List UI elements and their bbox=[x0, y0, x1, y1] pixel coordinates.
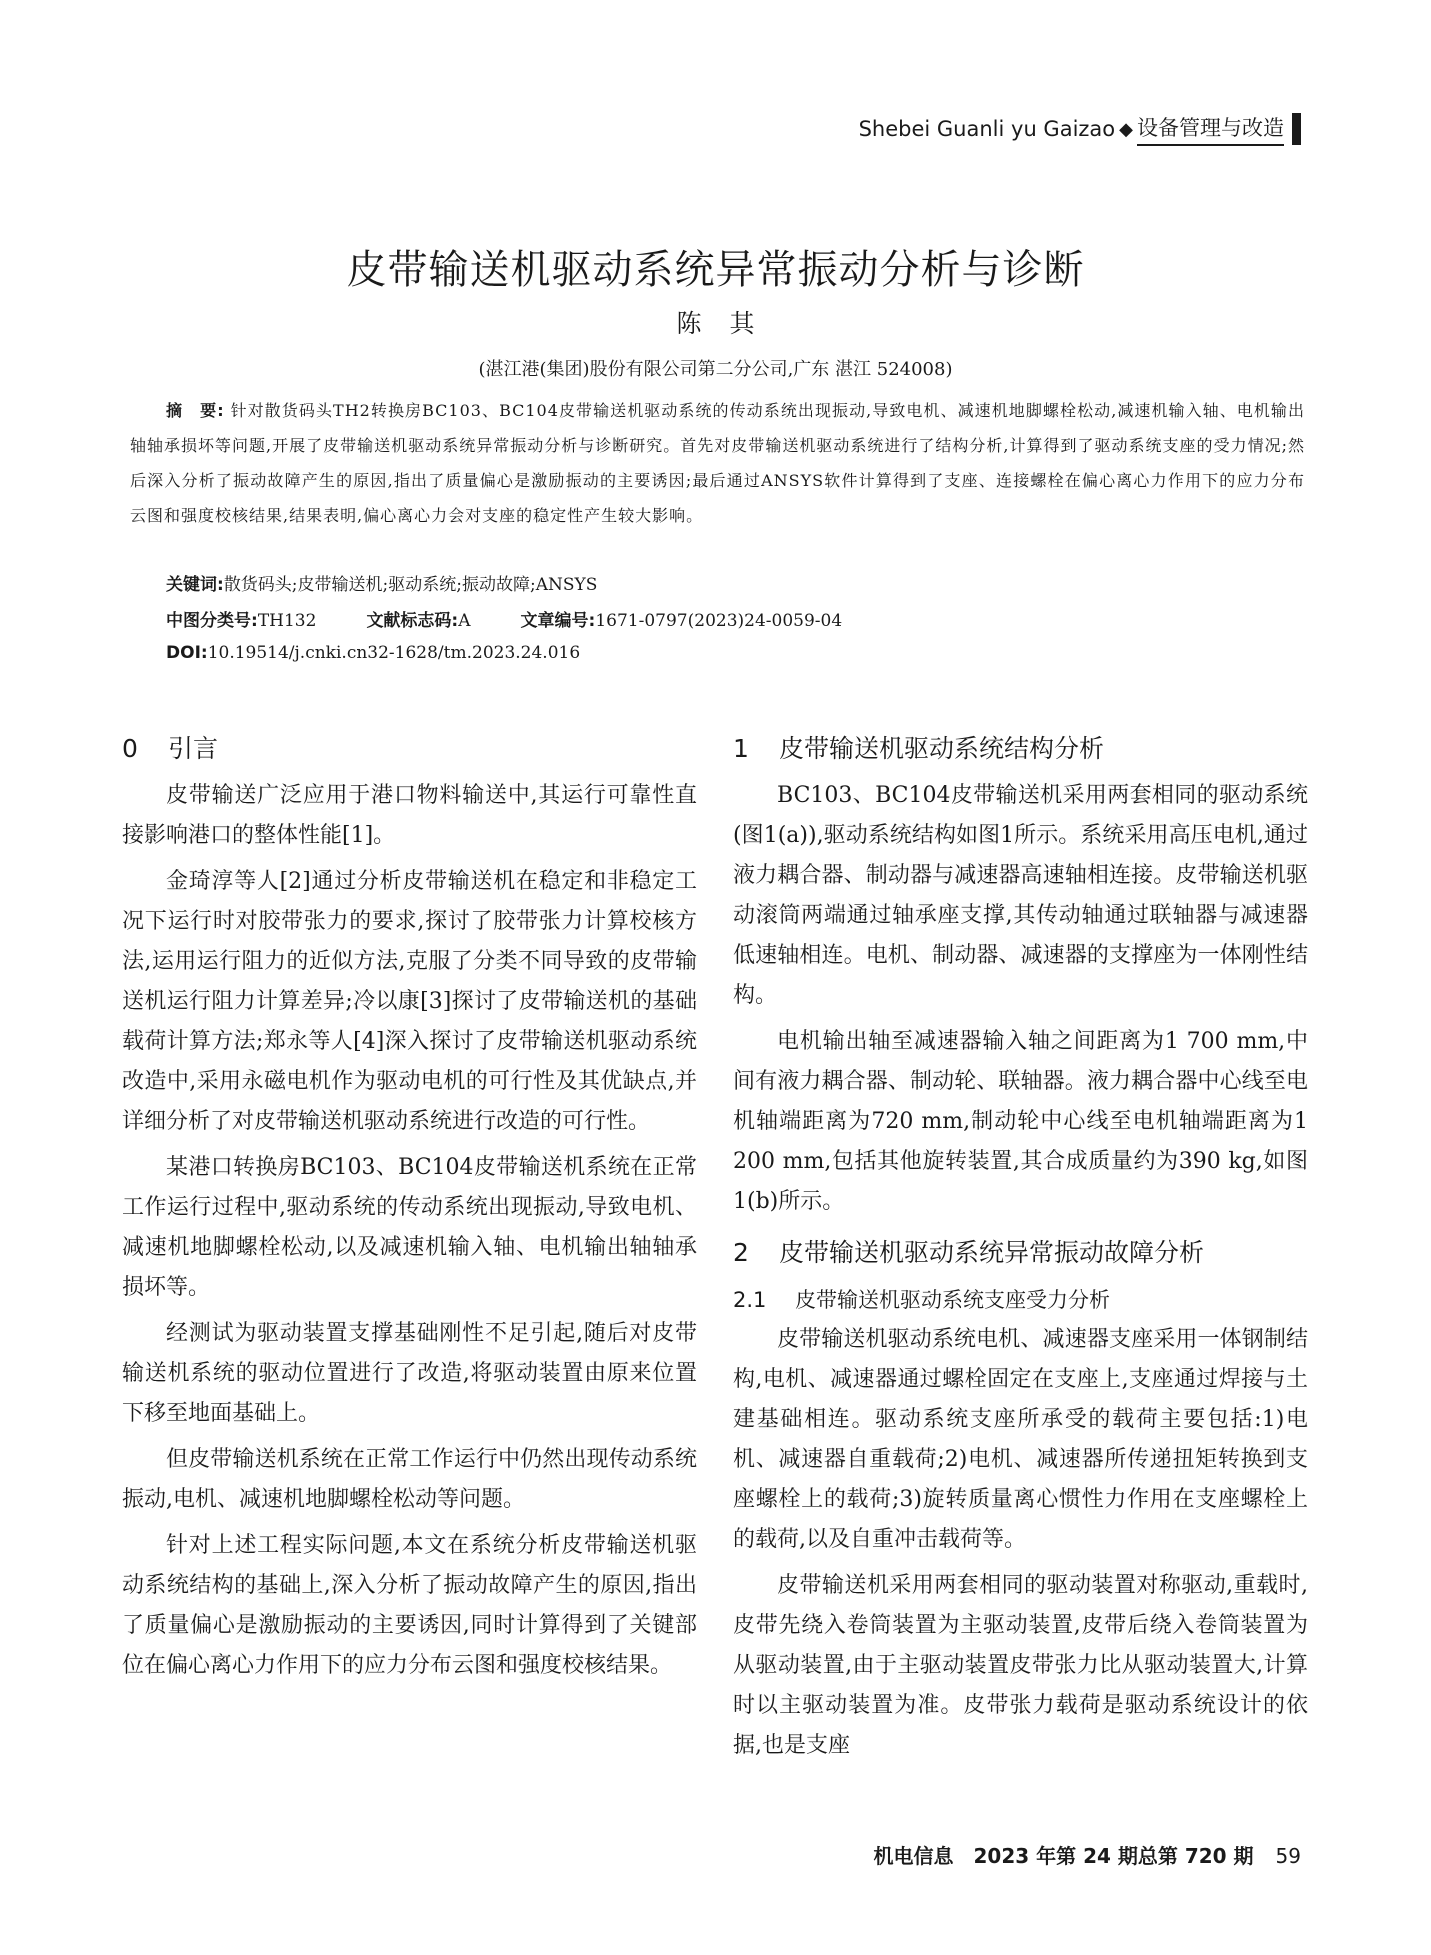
doc-code-label: 文献标志码: bbox=[366, 611, 459, 631]
article-number-label: 文章编号: bbox=[520, 611, 596, 631]
subsection-title: 皮带输送机驱动系统支座受力分析 bbox=[795, 1288, 1110, 1312]
page-footer bbox=[873, 1840, 1301, 1869]
paragraph: 皮带输送广泛应用于港口物料输送中,其运行可靠性直接影响港口的整体性能[1]。 bbox=[122, 783, 697, 848]
clc-value: TH132 bbox=[257, 611, 317, 631]
footer-journal: 机电信息 2023 年第 24 期总第 720 期 bbox=[873, 1844, 1254, 1868]
section-heading-1 bbox=[733, 728, 1308, 770]
right-column bbox=[733, 728, 1308, 1772]
paragraph: 针对上述工程实际问题,本文在系统分析皮带输送机驱动系统结构的基础上,深入分析了振动故障产生的原因,指出了质量偏心是激励振动的主要诱因,同时计算得到了关键部位在偏心离心力作用下的应力分布云图和强度校核结果。 bbox=[122, 1533, 697, 1678]
paragraph: 电机输出轴至减速器输入轴之间距离为1 700 mm,中间有液力耦合器、制动轮、联轴器。液力耦合器中心线至电机轴端距离为720 mm,制动轮中心线至电机轴端距离为1 200 mm,包括其他旋转装置,其合成质量约为390 kg,如图1(b)所示。 bbox=[733, 1029, 1308, 1214]
affiliation: (湛江港(集团)股份有限公司第二分公司,广东 湛江 524008) bbox=[478, 359, 953, 380]
section-number: 2 bbox=[733, 1238, 749, 1267]
keywords-text: 散货码头;皮带输送机;驱动系统;振动故障;ANSYS bbox=[223, 575, 598, 595]
doi bbox=[166, 643, 580, 663]
section-heading-0 bbox=[122, 728, 697, 770]
keywords-label: 关键词: bbox=[166, 575, 224, 595]
paragraph: 某港口转换房BC103、BC104皮带输送机系统在正常工作运行过程中,驱动系统的传动系统出现振动,导致电机、减速机地脚螺栓松动,以及减速机输入轴、电机输出轴轴承损坏等。 bbox=[122, 1155, 697, 1300]
page-number: 59 bbox=[1275, 1844, 1301, 1868]
paragraph: 但皮带输送机系统在正常工作运行中仍然出现传动系统振动,电机、减速机地脚螺栓松动等问题。 bbox=[122, 1447, 697, 1512]
article-number-value: 1671-0797(2023)24-0059-04 bbox=[595, 611, 843, 631]
running-header bbox=[859, 112, 1301, 146]
paper-title: 皮带输送机驱动系统异常振动分析与诊断 bbox=[346, 247, 1085, 293]
section-number: 0 bbox=[122, 734, 138, 763]
doi-label: DOI: bbox=[166, 643, 208, 663]
paragraph: 皮带输送机采用两套相同的驱动装置对称驱动,重载时,皮带先绕入卷筒装置为主驱动装置,皮带后绕入卷筒装置为从驱动装置,由于主驱动装置皮带张力比从驱动装置大,计算时以主驱动装置为准。皮带张力载荷是驱动系统设计的依据,也是支座 bbox=[733, 1573, 1308, 1758]
section-heading-2 bbox=[733, 1232, 1308, 1274]
journal-name-cn: 设备管理与改造 bbox=[1137, 112, 1284, 146]
clc-label: 中图分类号: bbox=[166, 611, 258, 631]
author: 陈其 bbox=[676, 309, 783, 338]
doi-value: 10.19514/j.cnki.cn32-1628/tm.2023.24.016 bbox=[207, 643, 581, 663]
keywords bbox=[166, 570, 597, 595]
classification bbox=[166, 606, 842, 631]
doc-code-value: A bbox=[458, 611, 471, 631]
section-title: 皮带输送机驱动系统结构分析 bbox=[779, 734, 1105, 763]
left-column bbox=[122, 728, 697, 1692]
abstract-label: 摘 要: bbox=[166, 401, 225, 420]
subsection-number: 2.1 bbox=[733, 1288, 767, 1312]
abstract bbox=[130, 393, 1305, 533]
diamond-icon: ◆ bbox=[1119, 118, 1133, 140]
paragraph: 金琦淳等人[2]通过分析皮带输送机在稳定和非稳定工况下运行时对胶带张力的要求,探讨了胶带张力计算校核方法,运用运行阻力的近似方法,克服了分类不同导致的皮带输送机运行阻力计算差异;冷以康[3]探讨了皮带输送机的基础载荷计算方法;郑永等人[4]深入探讨了皮带输送机驱动系统改造中,采用永磁电机作为驱动电机的可行性及其优缺点,并详细分析了对皮带输送机驱动系统进行改造的可行性。 bbox=[122, 869, 697, 1134]
paragraph: 皮带输送机驱动系统电机、减速器支座采用一体钢制结构,电机、减速器通过螺栓固定在支座上,支座通过焊接与土建基础相连。驱动系统支座所承受的载荷主要包括:1)电机、减速器自重载荷;2)电机、减速器所传递扭矩转换到支座螺栓上的载荷;3)旋转质量离心惯性力作用在支座螺栓上的载荷,以及自重冲击载荷等。 bbox=[733, 1327, 1308, 1552]
paragraph: 经测试为驱动装置支撑基础刚性不足引起,随后对皮带输送机系统的驱动位置进行了改造,将驱动装置由原来位置下移至地面基础上。 bbox=[122, 1321, 697, 1426]
header-bar bbox=[1292, 113, 1301, 145]
abstract-text: 针对散货码头TH2转换房BC103、BC104皮带输送机驱动系统的传动系统出现振动,导致电机、减速机地脚螺栓松动,减速机输入轴、电机输出轴轴承损坏等问题,开展了皮带输送机驱动系统异常振动分析与诊断研究。首先对皮带输送机驱动系统进行了结构分析,计算得到了驱动系统支座的受力情况;然后深入分析了振动故障产生的原因,指出了质量偏心是激励振动的主要诱因;最后通过ANSYS软件计算得到了支座、连接螺栓在偏心离心力作用下的应力分布云图和强度校核结果,结果表明,偏心离心力会对支座的稳定性产生较大影响。 bbox=[130, 401, 1305, 525]
section-title: 皮带输送机驱动系统异常振动故障分析 bbox=[779, 1238, 1205, 1267]
paragraph: BC103、BC104皮带输送机采用两套相同的驱动系统(图1(a)),驱动系统结构如图1所示。系统采用高压电机,通过液力耦合器、制动器与减速器高速轴相连接。皮带输送机驱动滚筒两端通过轴承座支撑,其传动轴通过联轴器与减速器低速轴相连。电机、制动器、减速器的支撑座为一体刚性结构。 bbox=[733, 783, 1308, 1008]
section-title: 引言 bbox=[168, 734, 219, 763]
journal-pinyin: Shebei Guanli yu Gaizao bbox=[858, 117, 1116, 141]
subsection-heading-2-1 bbox=[733, 1280, 1308, 1320]
section-number: 1 bbox=[733, 734, 749, 763]
